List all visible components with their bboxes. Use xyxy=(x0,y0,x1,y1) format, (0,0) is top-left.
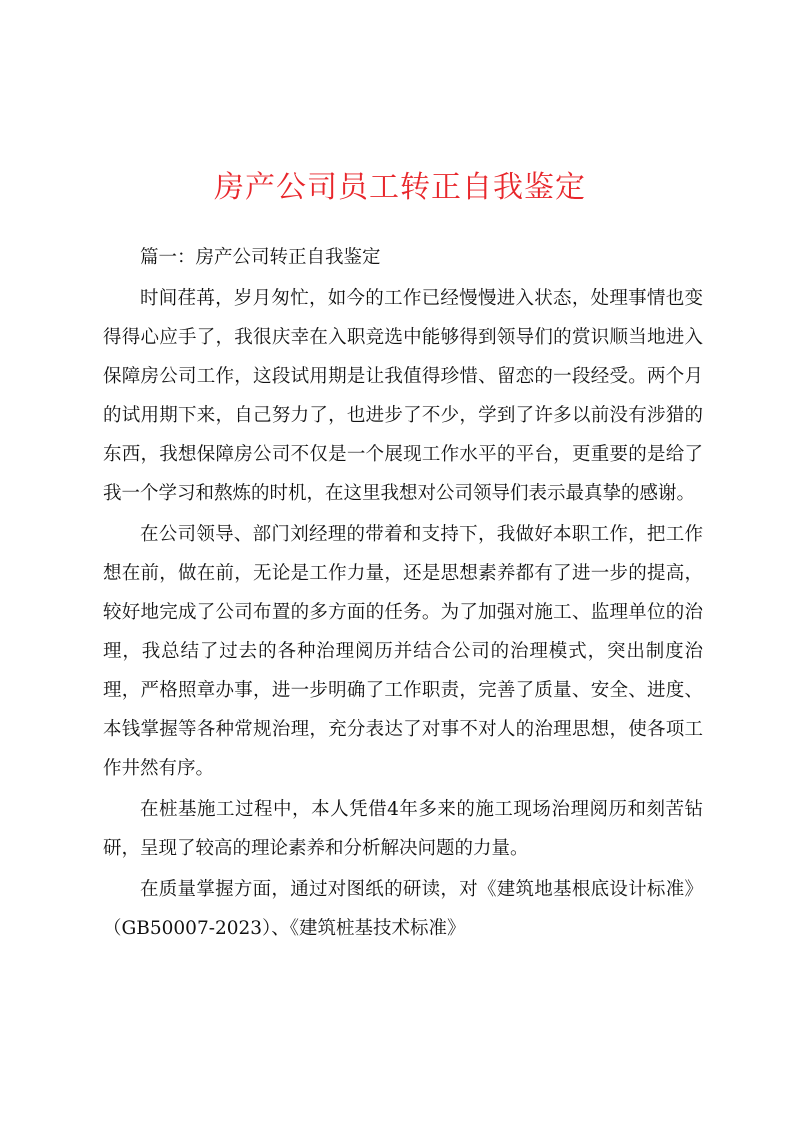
paragraph-pile-construction: 在桩基施工过程中，本人凭借4年多来的施工现场治理阅历和刻苦钻研，呈现了较高的理论素养和分析解决问题的力量。 xyxy=(103,799,703,859)
paragraph-work-summary: 在公司领导、部门刘经理的带着和支持下，我做好本职工作，把工作想在前，做在前，无论是工作力量，还是思想素养都有了进一步的提高，较好地完成了公司布置的多方面的任务。为了加强对施工、监理单位的治理，我总结了过去的各种治理阅历并结合公司的治理模式，突出制度治理，严格照章办事，进一步明确了工作职责，完善了质量、安全、进度、本钱掌握等各种常规治理，充分表达了对事不对人的治理思想，使各项工作井然有序。 xyxy=(103,524,703,779)
document-body xyxy=(103,238,703,948)
section-heading: 篇一：房产公司转正自我鉴定 xyxy=(140,247,381,268)
document-title: 房产公司员工转正自我鉴定 xyxy=(214,170,586,205)
paragraph-quality-control: 在质量掌握方面，通过对图纸的研读，对《建筑地基根底设计标准》（GB50007-2023）、《建筑桩基技术标准》 xyxy=(103,879,703,939)
paragraph-intro: 时间荏苒，岁月匆忙，如今的工作已经慢慢进入状态，处理事情也变得得心应手了，我很庆幸在入职竞选中能够得到领导们的赏识顺当地进入保障房公司工作，这段试用期是让我值得珍惜、留恋的一段经受。两个月的试用期下来，自己努力了，也进步了不少，学到了许多以前没有涉猎的东西，我想保障房公司不仅是一个展现工作水平的平台，更重要的是给了我一个学习和熬炼的时机，在这里我想对公司领导们表示最真挚的感谢。 xyxy=(103,288,703,504)
